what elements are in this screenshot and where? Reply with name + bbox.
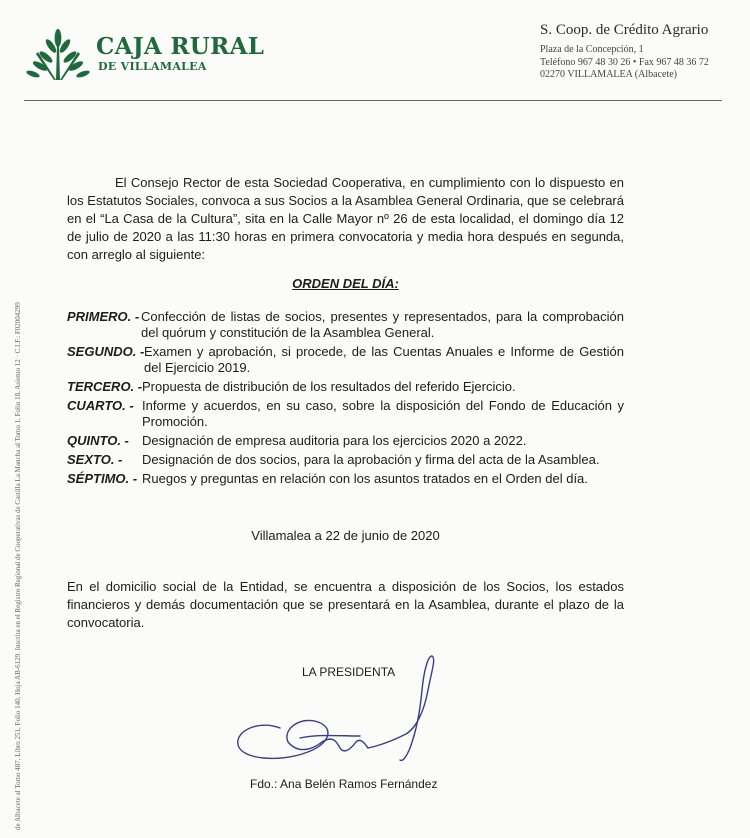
header-divider [24, 100, 722, 101]
letterhead [0, 0, 750, 110]
agenda-item [67, 471, 624, 487]
agenda-item [67, 398, 624, 430]
agenda-item [67, 433, 624, 449]
registry-side-text: de Albacete al Tomo 487, Libro 251, Folio 140, Hoja AB-6129. Inscrita en el Registro Regional de Cooperativas de Castilla La Mancha al Tomo 1, Folio 18, Asiento 12 · C.I.F.: F02004299 [14, 302, 22, 830]
agenda-item-text: Confección de listas de socios, presentes y representados, para la comprobación del quórum y constitución de la Asamblea General. [141, 309, 624, 340]
agenda-item-text: Propuesta de distribución de los resultados del referido Ejercicio. [142, 379, 516, 394]
agenda-item-label: CUARTO. - [67, 398, 134, 413]
agenda-item [67, 379, 624, 395]
agenda-list [67, 309, 624, 487]
agenda-item [67, 309, 624, 341]
agenda-item-label: SÉPTIMO. - [67, 471, 138, 486]
organization-phone: Teléfono 967 48 30 26 • Fax 967 48 36 72 [540, 56, 709, 68]
closing-paragraph: En el domicilio social de la Entidad, se encuentra a disposición de los Socios, los estados financieros y demás documentación que se presentará en la Asamblea, durante el plazo de la convocatoria. [67, 579, 624, 630]
agenda-item-label: SEXTO. - [67, 452, 123, 467]
agenda-item-text: Examen y aprobación, si procede, de las Cuentas Anuales e Informe de Gestión del Ejercicio 2019. [144, 344, 624, 375]
agenda-item-label: TERCERO. - [67, 379, 143, 394]
signature-role: LA PRESIDENTA [302, 665, 396, 679]
handwritten-signature [210, 650, 470, 780]
logo-name: CAJA RURAL [96, 33, 265, 60]
caja-rural-logo [24, 24, 264, 84]
wheat-sheaf-icon [24, 24, 92, 82]
organization-name: S. Coop. de Crédito Agrario [540, 22, 709, 38]
organization-city: 02270 VILLAMALEA (Albacete) [540, 69, 678, 80]
agenda-item-label: SEGUNDO. - [67, 344, 145, 359]
agenda-item-label: QUINTO. - [67, 433, 129, 448]
signature-block [210, 650, 470, 810]
agenda-item-text: Designación de dos socios, para la aprobación y firma del acta de la Asamblea. [142, 452, 600, 467]
agenda-item-text: Informe y acuerdos, en su caso, sobre la disposición del Fondo de Educación y Promoción. [142, 398, 624, 429]
intro-paragraph: El Consejo Rector de esta Sociedad Cooperativa, en cumplimiento con lo dispuesto en los Estatutos Sociales, convoca a sus Socios a la Asamblea General Ordinaria, que se celebrará en el “La Casa de la Cultura”, sita en la Calle Mayor nº 26 de esta localidad, el domingo día 12 de julio de 2020 a las 11:30 horas en primera convocatoria y media hora después en segunda, con arreglo al siguiente: [67, 175, 624, 262]
logo-subtitle: DE VILLAMALEA [98, 60, 207, 73]
agenda-item-text: Designación de empresa auditoria para los ejercicios 2020 a 2022. [142, 433, 527, 448]
organization-address: Plaza de la Concepción, 1 [540, 44, 644, 55]
agenda-item-label: PRIMERO. - [67, 309, 140, 324]
agenda-item [67, 344, 624, 376]
organization-info [540, 22, 745, 82]
date-line: Villamalea a 22 de junio de 2020 [251, 528, 440, 543]
agenda-title: ORDEN DEL DÍA: [292, 276, 399, 291]
agenda-item [67, 452, 624, 468]
agenda-item-text: Ruegos y preguntas en relación con los asuntos tratados en el Orden del día. [142, 471, 588, 486]
signatory-name: Fdo.: Ana Belén Ramos Fernández [250, 777, 438, 791]
